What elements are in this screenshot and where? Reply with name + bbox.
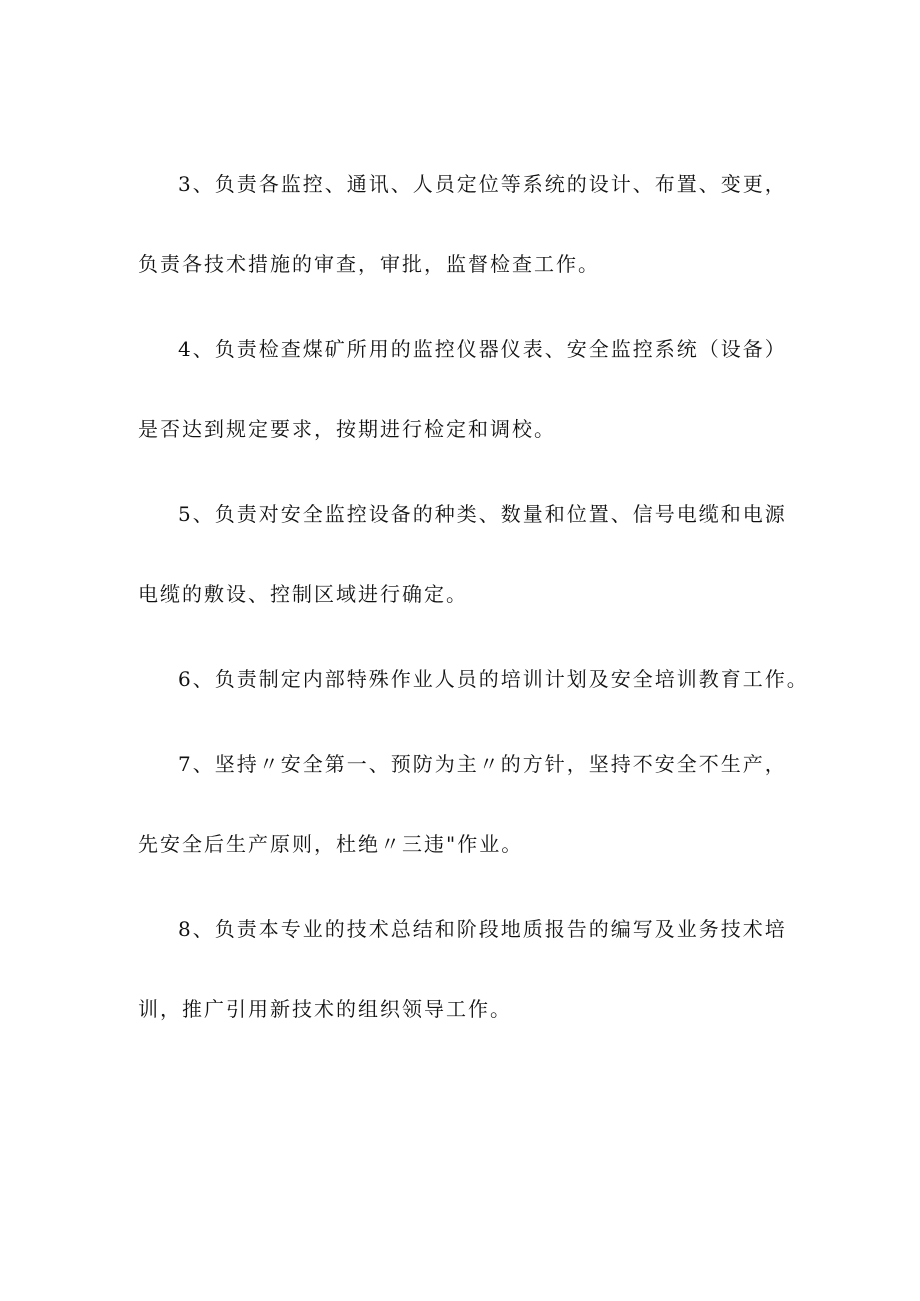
paragraph-line: 7、坚持〃安全第一、预防为主〃的方针，坚持不安全不生产， (178, 752, 787, 776)
paragraph-5 (138, 492, 798, 657)
paragraph-line: 是否达到规定要求，按期进行检定和调校。 (138, 417, 556, 441)
paragraph-line: 训，推广引用新技术的组织领导工作。 (138, 997, 512, 1021)
paragraph-line: 3、负责各监控、通讯、人员定位等系统的设计、布置、变更， (178, 172, 787, 196)
paragraph-6 (138, 657, 809, 742)
paragraph-4 (138, 327, 798, 492)
paragraph-line: 电缆的敷设、控制区域进行确定。 (138, 582, 468, 606)
paragraph-line: 4、负责检查煤矿所用的监控仪器仪表、安全监控系统（设备） (178, 337, 787, 361)
paragraph-line: 8、负责本专业的技术总结和阶段地质报告的编写及业务技术培 (178, 917, 787, 941)
document-body (138, 162, 809, 1067)
paragraph-3 (138, 162, 798, 327)
paragraph-line: 5、负责对安全监控设备的种类、数量和位置、信号电缆和电源 (178, 502, 787, 526)
paragraph-8 (138, 907, 798, 1067)
paragraph-line: 6、负责制定内部特殊作业人员的培训计划及安全培训教育工作。 (178, 667, 809, 691)
paragraph-7 (138, 742, 798, 907)
paragraph-line: 负责各技术措施的审查，审批，监督检查工作。 (138, 252, 600, 276)
paragraph-line: 先安全后生产原则，杜绝〃三违"作业。 (138, 832, 524, 856)
